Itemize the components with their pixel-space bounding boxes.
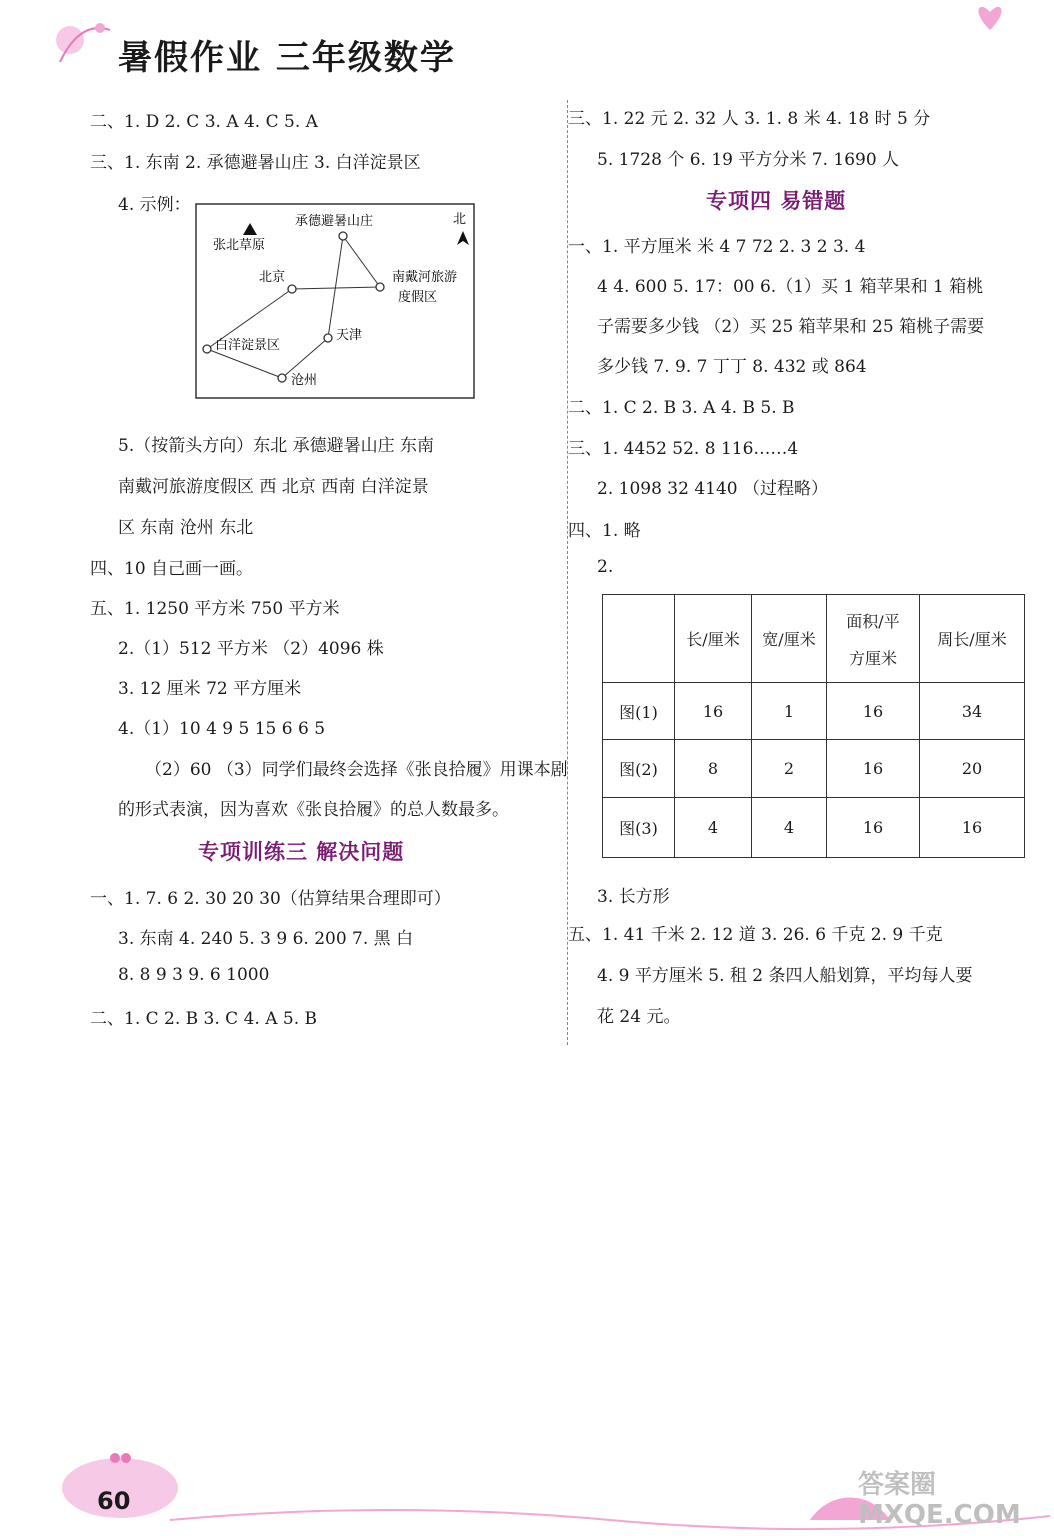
table-cell: 16 [827, 798, 920, 858]
table-cell: 图(3) [603, 798, 675, 858]
table-header: 周长/厘米 [920, 595, 1025, 683]
answer-line: 4.（1）10 4 9 5 15 6 6 5 [118, 719, 326, 739]
answer-line: 区 东南 沧州 东北 [118, 518, 254, 538]
table-cell: 图(2) [603, 740, 675, 798]
map-label-baiyangdian: 白洋淀景区 [215, 338, 281, 353]
answer-line: 5.（按箭头方向）东北 承德避暑山庄 东南 [118, 436, 435, 456]
map-label-beijing: 北京 [259, 270, 286, 285]
answer-line: 2. 1098 32 4140 （过程略） [597, 479, 828, 499]
answer-line: 4 4. 600 5. 17：00 6.（1）买 1 箱苹果和 1 箱桃 [597, 277, 984, 297]
table-cell: 2 [752, 740, 827, 798]
answer-line: 二、1. C 2. B 3. C 4. A 5. B [90, 1009, 318, 1029]
answer-line: 5. 1728 个 6. 19 平方分米 7. 1690 人 [597, 150, 900, 170]
answer-line: 南戴河旅游度假区 西 北京 西南 白洋淀景 [118, 477, 429, 497]
answer-line: 3. 长方形 [597, 887, 670, 907]
answer-line: 子需要多少钱 （2）买 25 箱苹果和 25 箱桃子需要 [597, 317, 985, 337]
table-cell: 4 [752, 798, 827, 858]
answer-line: 8. 8 9 3 9. 6 1000 [118, 965, 270, 985]
map-label-nandaihe: 度假区 [398, 290, 438, 305]
table-row [603, 798, 1025, 858]
table-row [603, 740, 1025, 798]
answer-line: 二、1. D 2. C 3. A 4. C 5. A [90, 112, 318, 132]
answer-line: 多少钱 7. 9. 7 丁丁 8. 432 或 864 [597, 357, 867, 377]
table-cell: 1 [752, 683, 827, 740]
answer-line: 四、10 自己画一画。 [90, 559, 254, 579]
section-heading: 专项四 易错题 [706, 188, 847, 213]
answer-line: 的形式表演，因为喜欢《张良拾履》的总人数最多。 [118, 800, 509, 820]
section-heading: 专项训练三 解决问题 [198, 839, 405, 864]
answer-line: 4. 9 平方厘米 5. 租 2 条四人船划算，平均每人要 [597, 966, 973, 986]
table-cell: 20 [920, 740, 1025, 798]
north-arrow-icon [457, 231, 469, 245]
answer-line: 二、1. C 2. B 3. A 4. B 5. B [568, 398, 795, 418]
answer-line: 三、1. 22 元 2. 32 人 3. 1. 8 米 4. 18 时 5 分 [568, 109, 931, 129]
table-cell: 8 [675, 740, 752, 798]
page-title: 暑假作业 三年级数学 [118, 38, 456, 78]
answer-line: 一、1. 7. 6 2. 30 20 30（估算结果合理即可） [90, 889, 451, 909]
table-cell: 34 [920, 683, 1025, 740]
answer-line: 三、1. 4452 52. 8 116……4 [568, 439, 799, 459]
table-cell: 16 [920, 798, 1025, 858]
table-cell: 图(1) [603, 683, 675, 740]
map-label-chengde: 承德避暑山庄 [295, 214, 374, 229]
table-header: 面积/平 方厘米 [827, 595, 920, 683]
mountain-icon [243, 223, 257, 235]
map-label-north: 北 [453, 212, 467, 227]
answer-line: 2. [597, 557, 614, 577]
answer-line: 3. 12 厘米 72 平方厘米 [118, 679, 302, 699]
answer-line: 五、1. 1250 平方米 750 平方米 [90, 599, 340, 619]
map-label-tianjin: 天津 [336, 328, 363, 343]
answer-line: 2.（1）512 平方米 （2）4096 株 [118, 639, 384, 659]
table-header: 宽/厘米 [752, 595, 827, 683]
table-row [603, 683, 1025, 740]
answer-line: 四、1. 略 [568, 521, 641, 541]
answer-line: 五、1. 41 千米 2. 12 道 3. 26. 6 千克 2. 9 千克 [568, 925, 943, 945]
table-header-empty [603, 595, 675, 683]
page-number: 60 [97, 1487, 131, 1515]
map-label-cangzhou: 沧州 [291, 373, 318, 388]
answer-line: 4. 示例： [118, 195, 191, 215]
answer-line: （2）60 （3）同学们最终会选择《张良拾履》用课本剧 [145, 760, 568, 780]
answer-line: 一、1. 平方厘米 米 4 7 72 2. 3 2 3. 4 [568, 237, 866, 257]
table-header: 长/厘米 [675, 595, 752, 683]
table-cell: 4 [675, 798, 752, 858]
map-diagram [195, 203, 475, 399]
watermark: 答案圈 MXQE.COM [858, 1470, 1021, 1530]
answer-line: 三、1. 东南 2. 承德避暑山庄 3. 白洋淀景区 [90, 153, 421, 173]
map-label-nandaihe: 南戴河旅游 [392, 270, 458, 285]
header-decoration-left [40, 10, 130, 80]
answer-table [602, 594, 1025, 858]
table-cell: 16 [827, 683, 920, 740]
answer-line: 3. 东南 4. 240 5. 3 9 6. 200 7. 黑 白 [118, 929, 414, 949]
header-decoration-right [960, 0, 1020, 40]
map-label-zhangbei: 张北草原 [213, 238, 266, 253]
table-cell: 16 [675, 683, 752, 740]
answer-line: 花 24 元。 [597, 1007, 681, 1027]
table-cell: 16 [827, 740, 920, 798]
